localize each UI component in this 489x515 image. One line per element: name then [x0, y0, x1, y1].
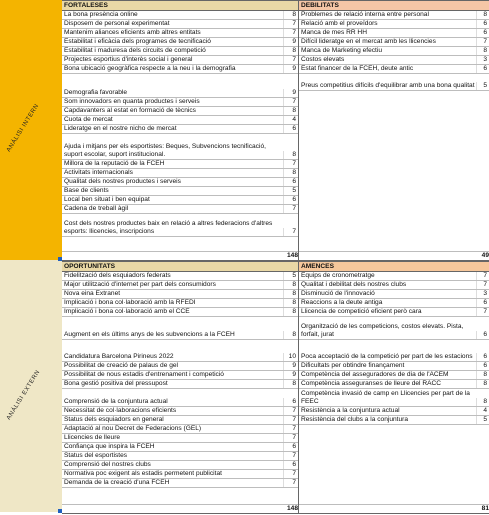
row-score: 7 — [283, 29, 298, 37]
row-description: Difícil lideratge en el mercat amb les llicencies — [301, 38, 436, 45]
row-description: Problemes de relació interna entre personal — [301, 11, 429, 18]
row-description: Cost dels nostres productes baix en relació a altres federacions d'altres esports: llicencies, inscripcions — [64, 220, 273, 235]
selection-handle[interactable] — [58, 509, 62, 513]
table-row[interactable] — [62, 290, 298, 299]
table-row[interactable] — [62, 389, 298, 407]
row-score: 7 — [283, 416, 298, 424]
table-row[interactable] — [299, 11, 489, 20]
row-description: Costos elevats — [301, 56, 345, 63]
table-row[interactable] — [62, 160, 298, 169]
column-header — [62, 262, 298, 272]
external-analysis-band — [0, 260, 62, 512]
table-row[interactable] — [62, 169, 298, 178]
table-row[interactable] — [299, 308, 489, 317]
row-description: Estabilitat i eficàcia dels programes de tecnificació — [64, 38, 211, 45]
table-row[interactable] — [62, 187, 298, 196]
row-score: 6 — [476, 331, 489, 339]
column-header-text: DEBILITATS — [301, 1, 339, 9]
total-value: 148 — [286, 252, 298, 259]
column-header — [62, 1, 298, 11]
row-description: Projectes esportius d'interès social i general — [64, 56, 193, 63]
row-description: Disminució de l'innovació — [301, 290, 375, 297]
row-description: Comprensió de la conjuntura actual — [64, 397, 168, 405]
table-row[interactable] — [62, 134, 298, 160]
row-description: Ajuda i mitjans per els esportistes: Beques, Subvencions tecnificació, suport escolar, suport institucional. — [64, 143, 266, 158]
table-row[interactable] — [62, 56, 298, 65]
total-row — [299, 252, 489, 261]
row-score: 9 — [283, 38, 298, 46]
table-row[interactable] — [299, 281, 489, 290]
row-score: 6 — [283, 461, 298, 469]
row-description: Qualitat dels nostres productes i serveis — [64, 178, 181, 185]
swot-sheet — [62, 0, 489, 514]
row-score: 8 — [283, 151, 298, 159]
total-value: 81 — [481, 505, 489, 512]
row-score: 8 — [476, 398, 489, 406]
row-description: Cadena de treball àgil — [64, 205, 129, 212]
row-score: 5 — [476, 82, 489, 90]
table-row[interactable] — [62, 11, 298, 20]
table-row[interactable] — [62, 47, 298, 56]
row-score: 8 — [283, 308, 298, 316]
column-header-text: AMENCES — [301, 262, 334, 270]
row-description: Normativa poc exigent als estadis permetent publicitat — [64, 470, 222, 477]
row-description: Llicencies de lleure — [64, 434, 121, 441]
internal-section — [62, 0, 489, 261]
table-row[interactable] — [62, 125, 298, 134]
table-row[interactable] — [62, 479, 298, 488]
empty-rows — [299, 425, 489, 505]
row-description: Lideratge en el nostre nicho de mercat — [64, 125, 177, 132]
row-description: Confiança que inspira la FCEH — [64, 443, 155, 450]
row-description: Dificultats per obtindre finançament — [301, 362, 405, 369]
row-description: Bona gestió positiva del pressupost — [64, 380, 168, 387]
table-row[interactable] — [299, 290, 489, 299]
table-row[interactable] — [299, 317, 489, 340]
row-score: 8 — [476, 11, 489, 19]
table-row[interactable] — [62, 98, 298, 107]
row-score: 6 — [476, 20, 489, 28]
table-row[interactable] — [299, 380, 489, 389]
row-description: Status dels esquiadors en general — [64, 416, 164, 423]
row-score: 7 — [283, 20, 298, 28]
table-row[interactable] — [62, 452, 298, 461]
row-score: 7 — [283, 407, 298, 415]
table-row[interactable] — [62, 116, 298, 125]
table-row[interactable] — [62, 416, 298, 425]
row-score: 7 — [476, 308, 489, 316]
row-score: 8 — [283, 299, 298, 307]
row-score: 7 — [283, 98, 298, 106]
table-row[interactable] — [299, 299, 489, 308]
row-score: 8 — [283, 169, 298, 177]
row-description: Comprensió del nostres clubs — [64, 461, 151, 468]
table-row[interactable] — [299, 56, 489, 65]
row-score: 7 — [283, 425, 298, 433]
row-score: 4 — [476, 407, 489, 415]
row-description: Local ben situat i ben equipat — [64, 196, 150, 203]
row-score: 8 — [283, 281, 298, 289]
row-score: 9 — [283, 371, 298, 379]
row-score: 7 — [283, 470, 298, 478]
row-score: 6 — [283, 398, 298, 406]
row-description: Qualitat i debilitat dels nostres clubs — [301, 281, 407, 288]
row-score: 7 — [283, 452, 298, 460]
selection-handle[interactable] — [58, 257, 62, 261]
row-score: 6 — [283, 125, 298, 133]
table-row[interactable] — [299, 65, 489, 74]
row-score: 6 — [283, 178, 298, 186]
row-score: 6 — [476, 353, 489, 361]
table-row[interactable] — [62, 425, 298, 434]
table-row[interactable] — [299, 38, 489, 47]
row-description: Competència invasió de camp en Llicencies per part de la FEEC — [301, 390, 470, 405]
table-row[interactable] — [62, 205, 298, 214]
row-score: 8 — [476, 47, 489, 55]
row-description: Equips de cronometratge — [301, 272, 375, 279]
row-score: 8 — [283, 331, 298, 339]
row-score: 6 — [476, 65, 489, 73]
row-description: Bona ubicació geogràfica respecte a la neu i la demografia — [64, 65, 236, 72]
total-row — [299, 505, 489, 514]
row-score: 8 — [283, 11, 298, 19]
row-description: Status del esportistes — [64, 452, 128, 459]
total-value: 148 — [286, 505, 298, 512]
table-row[interactable] — [62, 470, 298, 479]
internal-analysis-label: ANÀLISI INTERN — [6, 102, 41, 154]
row-description: Fidelització dels esquiadors federats — [64, 272, 171, 279]
row-score: 8 — [283, 290, 298, 298]
table-row[interactable] — [299, 74, 489, 91]
row-description: Llicencia de competició eficient però cara — [301, 308, 422, 315]
row-description: Capdavanters al estat en formació de tècnics — [64, 107, 196, 114]
row-score: 8 — [283, 380, 298, 388]
table-row[interactable] — [62, 272, 298, 281]
row-score: 5 — [283, 272, 298, 280]
threats-column — [299, 262, 489, 514]
row-score: 5 — [476, 416, 489, 424]
table-row[interactable] — [62, 20, 298, 29]
row-description: Base de clients — [64, 187, 109, 194]
row-description: Necessitat de col·laboracions eficients — [64, 407, 177, 414]
row-score: 8 — [283, 107, 298, 115]
row-score: 6 — [476, 299, 489, 307]
table-row[interactable] — [62, 107, 298, 116]
table-row[interactable] — [62, 178, 298, 187]
row-description: Demografia favorable — [64, 88, 128, 96]
row-description: Reaccions a la deute antiga — [301, 299, 383, 306]
row-description: Implicació i bona col·laboració amb el CCE — [64, 308, 190, 315]
table-row[interactable] — [62, 29, 298, 38]
row-description: Cuota de mercat — [64, 116, 113, 123]
table-row[interactable] — [62, 299, 298, 308]
table-row[interactable] — [299, 20, 489, 29]
table-row[interactable] — [299, 416, 489, 425]
external-analysis-label: ANÀLISI EXTERN — [6, 369, 42, 422]
row-description: Activitats internacionals — [64, 169, 133, 176]
row-description: Competència del asseguradores de dia de l'ACEM — [301, 371, 449, 378]
table-row[interactable] — [62, 281, 298, 290]
table-row[interactable] — [62, 443, 298, 452]
total-row — [62, 252, 298, 261]
row-score: 10 — [283, 353, 298, 361]
table-row[interactable] — [62, 308, 298, 317]
table-row[interactable] — [62, 196, 298, 205]
row-score: 4 — [283, 116, 298, 124]
row-score: 6 — [283, 196, 298, 204]
table-row[interactable] — [62, 461, 298, 470]
table-row[interactable] — [299, 340, 489, 362]
row-score: 9 — [283, 362, 298, 370]
row-score: 3 — [476, 290, 489, 298]
row-score: 7 — [283, 434, 298, 442]
row-description: Organització de les competicions, costos elevats. Pista, forfait, jurat — [301, 323, 464, 338]
table-row[interactable] — [62, 74, 298, 98]
row-description: Augment en els últims anys de les subvencions a la FCEH — [64, 330, 235, 338]
internal-analysis-band — [0, 0, 62, 260]
table-row[interactable] — [62, 340, 298, 362]
row-description: Estabilitat i maduresa dels circuits de competició — [64, 47, 206, 54]
row-description: Preus competitius difícils d'equilibrar amb una bona qualitat — [301, 81, 475, 89]
column-header-text: OPORTUNITATS — [64, 262, 116, 270]
row-score: 7 — [283, 160, 298, 168]
strengths-column — [62, 1, 299, 261]
table-row[interactable] — [62, 407, 298, 416]
total-value: 49 — [481, 252, 489, 259]
table-row[interactable] — [299, 29, 489, 38]
table-row[interactable] — [299, 47, 489, 56]
row-description: Implicació i bona col·laboració amb la RFEDI — [64, 299, 196, 306]
table-row[interactable] — [62, 362, 298, 371]
row-score: 7 — [476, 272, 489, 280]
row-description: Possibilitat de nous estadis d'entrenament i competició — [64, 371, 224, 378]
row-description: Estat financer de la FCEH, deute antic — [301, 65, 414, 72]
row-description: Candidatura Barcelona Pirineus 2022 — [64, 352, 174, 360]
table-row[interactable] — [299, 371, 489, 380]
row-description: Major utilització d'internet per part dels consumidors — [64, 281, 216, 288]
row-description: Competència asseguranses de lleure del RACC — [301, 380, 442, 387]
row-score: 6 — [476, 362, 489, 370]
column-header — [299, 1, 489, 11]
table-row[interactable] — [62, 380, 298, 389]
row-score: 3 — [476, 56, 489, 64]
row-description: Disposem de personal experimentat — [64, 20, 170, 27]
row-score: 6 — [476, 29, 489, 37]
row-description: Adaptació al nou Decret de Federacions (GEL) — [64, 425, 202, 432]
row-score: 9 — [283, 65, 298, 73]
row-score: 7 — [283, 205, 298, 213]
row-score: 7 — [283, 56, 298, 64]
table-row[interactable] — [299, 272, 489, 281]
row-score: 7 — [476, 38, 489, 46]
row-score: 7 — [283, 228, 298, 236]
row-description: Nova eina Extranet — [64, 290, 121, 297]
row-description: Resistència del clubs a la conjuntura — [301, 416, 409, 423]
row-score: 5 — [283, 187, 298, 195]
total-row — [62, 505, 298, 514]
row-description: La bona presència online — [64, 11, 138, 18]
table-row[interactable] — [299, 407, 489, 416]
table-row[interactable] — [62, 434, 298, 443]
row-description: Millora de la reputació de la FCEH — [64, 160, 165, 167]
row-score: 9 — [283, 89, 298, 97]
row-description: Possibilitat de creació de palaus de gel — [64, 362, 178, 369]
external-section — [62, 261, 489, 514]
weaknesses-column — [299, 1, 489, 261]
row-score: 6 — [283, 443, 298, 451]
table-row[interactable] — [299, 389, 489, 407]
opportunities-column — [62, 262, 299, 514]
table-row[interactable] — [62, 214, 298, 237]
row-description: Demanda de la creació d'una FCEH — [64, 479, 170, 486]
row-description: Relació amb el proveïdors — [301, 20, 378, 27]
column-header-text: FORTALESES — [64, 1, 108, 9]
row-score: 8 — [476, 380, 489, 388]
empty-rows — [62, 488, 298, 505]
table-row[interactable] — [62, 317, 298, 340]
row-description: Poca acceptació de la competició per part de les estacions — [301, 352, 473, 360]
row-score: 7 — [476, 281, 489, 289]
row-description: Manca de mes RR HH — [301, 29, 367, 36]
table-row[interactable] — [299, 362, 489, 371]
table-row[interactable] — [62, 371, 298, 380]
row-description: Mantenim aliances eficients amb altres entitats — [64, 29, 201, 36]
row-score: 7 — [283, 479, 298, 487]
empty-rows — [299, 91, 489, 252]
row-description: Manca de Marketing efectiu — [301, 47, 382, 54]
row-score: 8 — [476, 371, 489, 379]
row-description: Resistència a la conjuntura actual — [301, 407, 400, 414]
table-row[interactable] — [62, 38, 298, 47]
row-score: 8 — [283, 47, 298, 55]
row-description: Som innovadors en quanta productes i serveis — [64, 98, 200, 105]
column-header — [299, 262, 489, 272]
empty-rows — [62, 237, 298, 252]
table-row[interactable] — [62, 65, 298, 74]
